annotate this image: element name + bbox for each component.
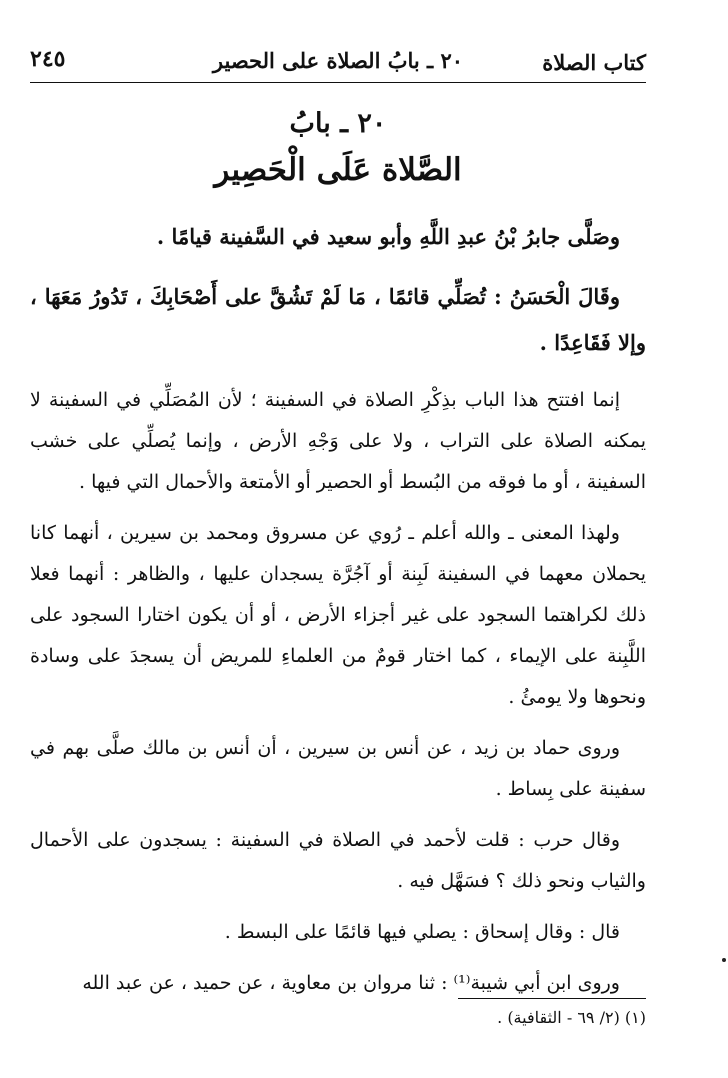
chapter-title: الصَّلاة عَلَى الْحَصِير xyxy=(214,152,462,188)
quoted-paragraph: وقَالَ الْحَسَنُ : تُصَلِّي قائمًا ، مَا لَمْ تَشُقَّ على أَصْحَابِكَ ، تَدُورُ مَعَهَا ، وإلا فَقَاعِدًا . xyxy=(30,284,646,355)
page-number: ٢٤٥ xyxy=(30,46,66,72)
running-chapter-title: ٢٠ ـ بابُ الصلاة على الحصير xyxy=(212,48,464,73)
paragraph: وقال حرب : قلت لأحمد في الصلاة في السفينة : يسجدون على الأحمال والثياب ونحو ذلك ؟ فسَهَّل فيه . xyxy=(30,829,646,892)
footnote-rule xyxy=(458,998,646,999)
paragraph: ولهذا المعنى ـ والله أعلم ـ رُوي عن مسروق ومحمد بن سيرين ، أنهما كانا يحملان معهما في السفينة لَبِنة أو آجُرَّة يسجدان عليها ، والظاهر : أنهما فعلا ذلك لكراهتما السجود على غير أجزاء الأرض ، أو أن يكون اختارا السجود على اللَّبِنة على الإيماء ، كما اختار قومٌ من العلماءِ للمريض أن يسجدَ على وسادة ونحوها ولا يومئُ . xyxy=(30,522,646,708)
quoted-paragraph: وصَلَّى جابرُ بْنُ عبدِ اللَّهِ وأبو سعيد في السَّفينة قيامًا . xyxy=(156,224,620,249)
paragraph: إنما افتتح هذا الباب بذِكْرِ الصلاة في السفينة ؛ لأن المُصَلِّي في السفينة لا يمكنه الصلاة على التراب ، ولا على وَجْهِ الأرض ، وإنما يُصلِّي على خشب السفينة ، أو ما فوقه من البُسط أو الحصير أو الأمتعة والأحمال التي فيها . xyxy=(30,389,646,493)
book-title: كتاب الصلاة xyxy=(542,50,646,75)
paragraph: وروى ابن أبي شيبة⁽¹⁾ : ثنا مروان بن معاوية ، عن حميد ، عن عبد الله xyxy=(82,972,620,994)
chapter-number: ٢٠ ـ بابُ xyxy=(289,108,387,139)
body-text xyxy=(30,214,646,1014)
footnote: (١) (٢/ ٦٩ - الثقافية) . xyxy=(497,1008,646,1027)
running-header xyxy=(30,44,646,84)
paragraph: قال : وقال إسحاق : يصلي فيها قائمًا على البسط . xyxy=(224,921,620,943)
paragraph: وروى حماد بن زيد ، عن أنس بن سيرين ، أن أنس بن مالك صلَّى بهم في سفينة على بِساط . xyxy=(30,737,646,800)
header-rule xyxy=(30,82,646,83)
scan-mark xyxy=(722,958,726,962)
